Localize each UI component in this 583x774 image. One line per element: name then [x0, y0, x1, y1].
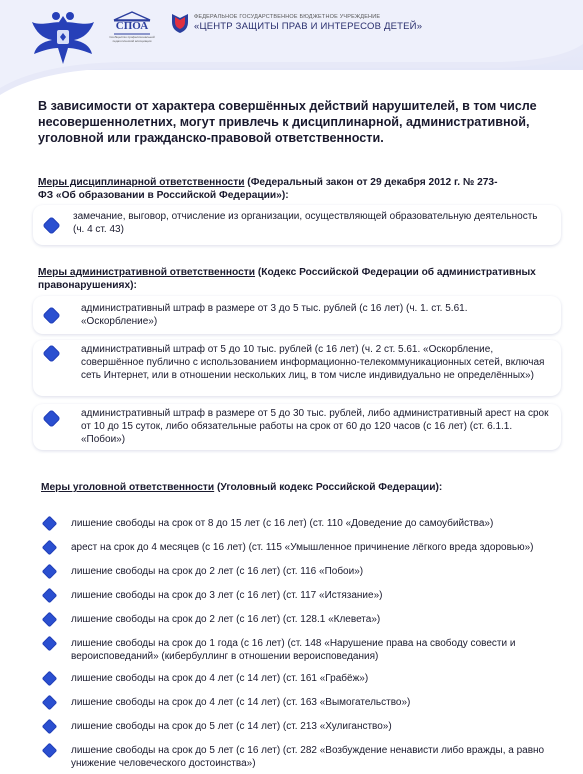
section-title-rest: (Федеральный закон от 29 декабря 2012 г. № 273-ФЗ «Об образовании в Российской Федерации»):	[38, 177, 498, 201]
intro-text: В зависимости от характера совершённых действий нарушителей, в том числе несовершеннолетних, могут привлечь к дисциплинарной, административной, уголовной или гражданско-правовой ответственности.	[38, 99, 537, 145]
bullet-icon	[42, 636, 58, 652]
stoa-logo-subtitle: Сообщество профессиональной педагогической ассоциации	[109, 35, 155, 43]
list-item-text: административный штраф в размере от 3 до 5 тыс. рублей (с 16 лет) (ч. 1. ст. 5.61. «Оскорбление»)	[81, 303, 468, 327]
org-type-text: ФЕДЕРАЛЬНОЕ ГОСУДАРСТВЕННОЕ БЮДЖЕТНОЕ УЧРЕЖДЕНИЕ	[194, 14, 381, 20]
list-item-text: арест на срок до 4 месяцев (с 16 лет) (ст. 115 «Умышленное причинение лёгкого вреда здоровью»)	[71, 542, 534, 553]
stoa-logo-text: СПОА	[115, 20, 149, 32]
bullet-icon	[42, 743, 58, 759]
list-item-text: лишение свободы на срок до 1 года (с 16 лет) (ст. 148 «Нарушение права на свободу совести и вероисповеданий» (кибербуллинг в отношении вероисповедания)	[71, 638, 516, 662]
bullet-icon	[42, 216, 60, 234]
list-item-text: лишение свободы на срок до 2 лет (с 16 лет) (ст. 128.1 «Клевета»)	[71, 614, 381, 625]
list-item-text: лишение свободы на срок до 5 лет (с 16 лет) (ст. 282 «Возбуждение ненависти либо вражды, а равно унижение человеческого достоинства»)	[71, 745, 545, 769]
section-title-link: Меры уголовной ответственности	[41, 482, 215, 493]
list-item	[33, 205, 561, 245]
list-item	[33, 296, 561, 334]
list-item-text: лишение свободы на срок до 3 лет (с 16 лет) (ст. 117 «Истязание»)	[71, 590, 383, 601]
bullet-icon	[42, 719, 58, 735]
section-title-rest: (Уголовный кодекс Российской Федерации):	[214, 482, 443, 493]
list-item-text: административный штраф в размере от 5 до 30 тыс. рублей, либо административный арест на срок от 10 до 15 суток, либо обязательные работы на срок от 60 до 120 часов (с 16 лет) (ст. 6.1.1. «Побои»)	[81, 408, 549, 445]
section-title-link: Меры административной ответственности	[38, 267, 256, 278]
org-name-text: «ЦЕНТР ЗАЩИТЫ ПРАВ И ИНТЕРЕСОВ ДЕТЕЙ»	[194, 21, 423, 32]
list-item-text: лишение свободы на срок до 4 лет (с 14 лет) (ст. 163 «Вымогательство»)	[71, 697, 411, 708]
bullet-icon	[42, 671, 58, 687]
center-logo-icon	[170, 12, 190, 34]
list-item-text: административный штраф от 5 до 10 тыс. рублей (с 16 лет) (ч. 2 ст. 5.61. «Оскорбление, совершённое публично с использованием информационно-телекоммуникационных сетей, включая сеть Интернет, или в отношении нескольких лиц, в том числе индивидуально не определённых»)	[81, 344, 545, 381]
section-title-link: Меры дисциплинарной ответственности	[38, 177, 245, 188]
bullet-icon	[42, 564, 58, 580]
bullet-icon	[42, 409, 60, 427]
list-item-text: лишение свободы на срок до 5 лет (с 14 лет) (ст. 213 «Хулиганство»)	[71, 721, 392, 732]
bullet-icon	[42, 695, 58, 711]
bullet-icon	[42, 516, 58, 532]
list-item-text: лишение свободы на срок от 8 до 15 лет (с 16 лет) (ст. 110 «Доведение до самоубийства»)	[71, 518, 494, 529]
list-item-text: лишение свободы на срок до 2 лет (с 16 лет) (ст. 116 «Побои»)	[71, 566, 364, 577]
list-item-text: замечание, выговор, отчисление из организации, осуществляющей образовательную деятельность (ч. 4 ст. 43)	[73, 211, 538, 235]
section-title-rest: (Кодекс Российской Федерации об административных правонарушениях):	[38, 267, 536, 291]
bullet-icon	[42, 306, 60, 324]
bullet-icon	[42, 612, 58, 628]
bullet-icon	[42, 540, 58, 556]
section-title-criminal	[41, 481, 541, 494]
section-title-disciplinary	[38, 176, 498, 202]
section-title-administrative	[38, 266, 538, 292]
list-item	[33, 404, 561, 450]
bullet-icon	[42, 588, 58, 604]
list-item	[33, 340, 561, 396]
list-item-text: лишение свободы на срок до 4 лет (с 14 лет) (ст. 161 «Грабёж»)	[71, 673, 369, 684]
coat-of-arms-icon	[30, 8, 96, 68]
bullet-icon	[42, 344, 60, 362]
